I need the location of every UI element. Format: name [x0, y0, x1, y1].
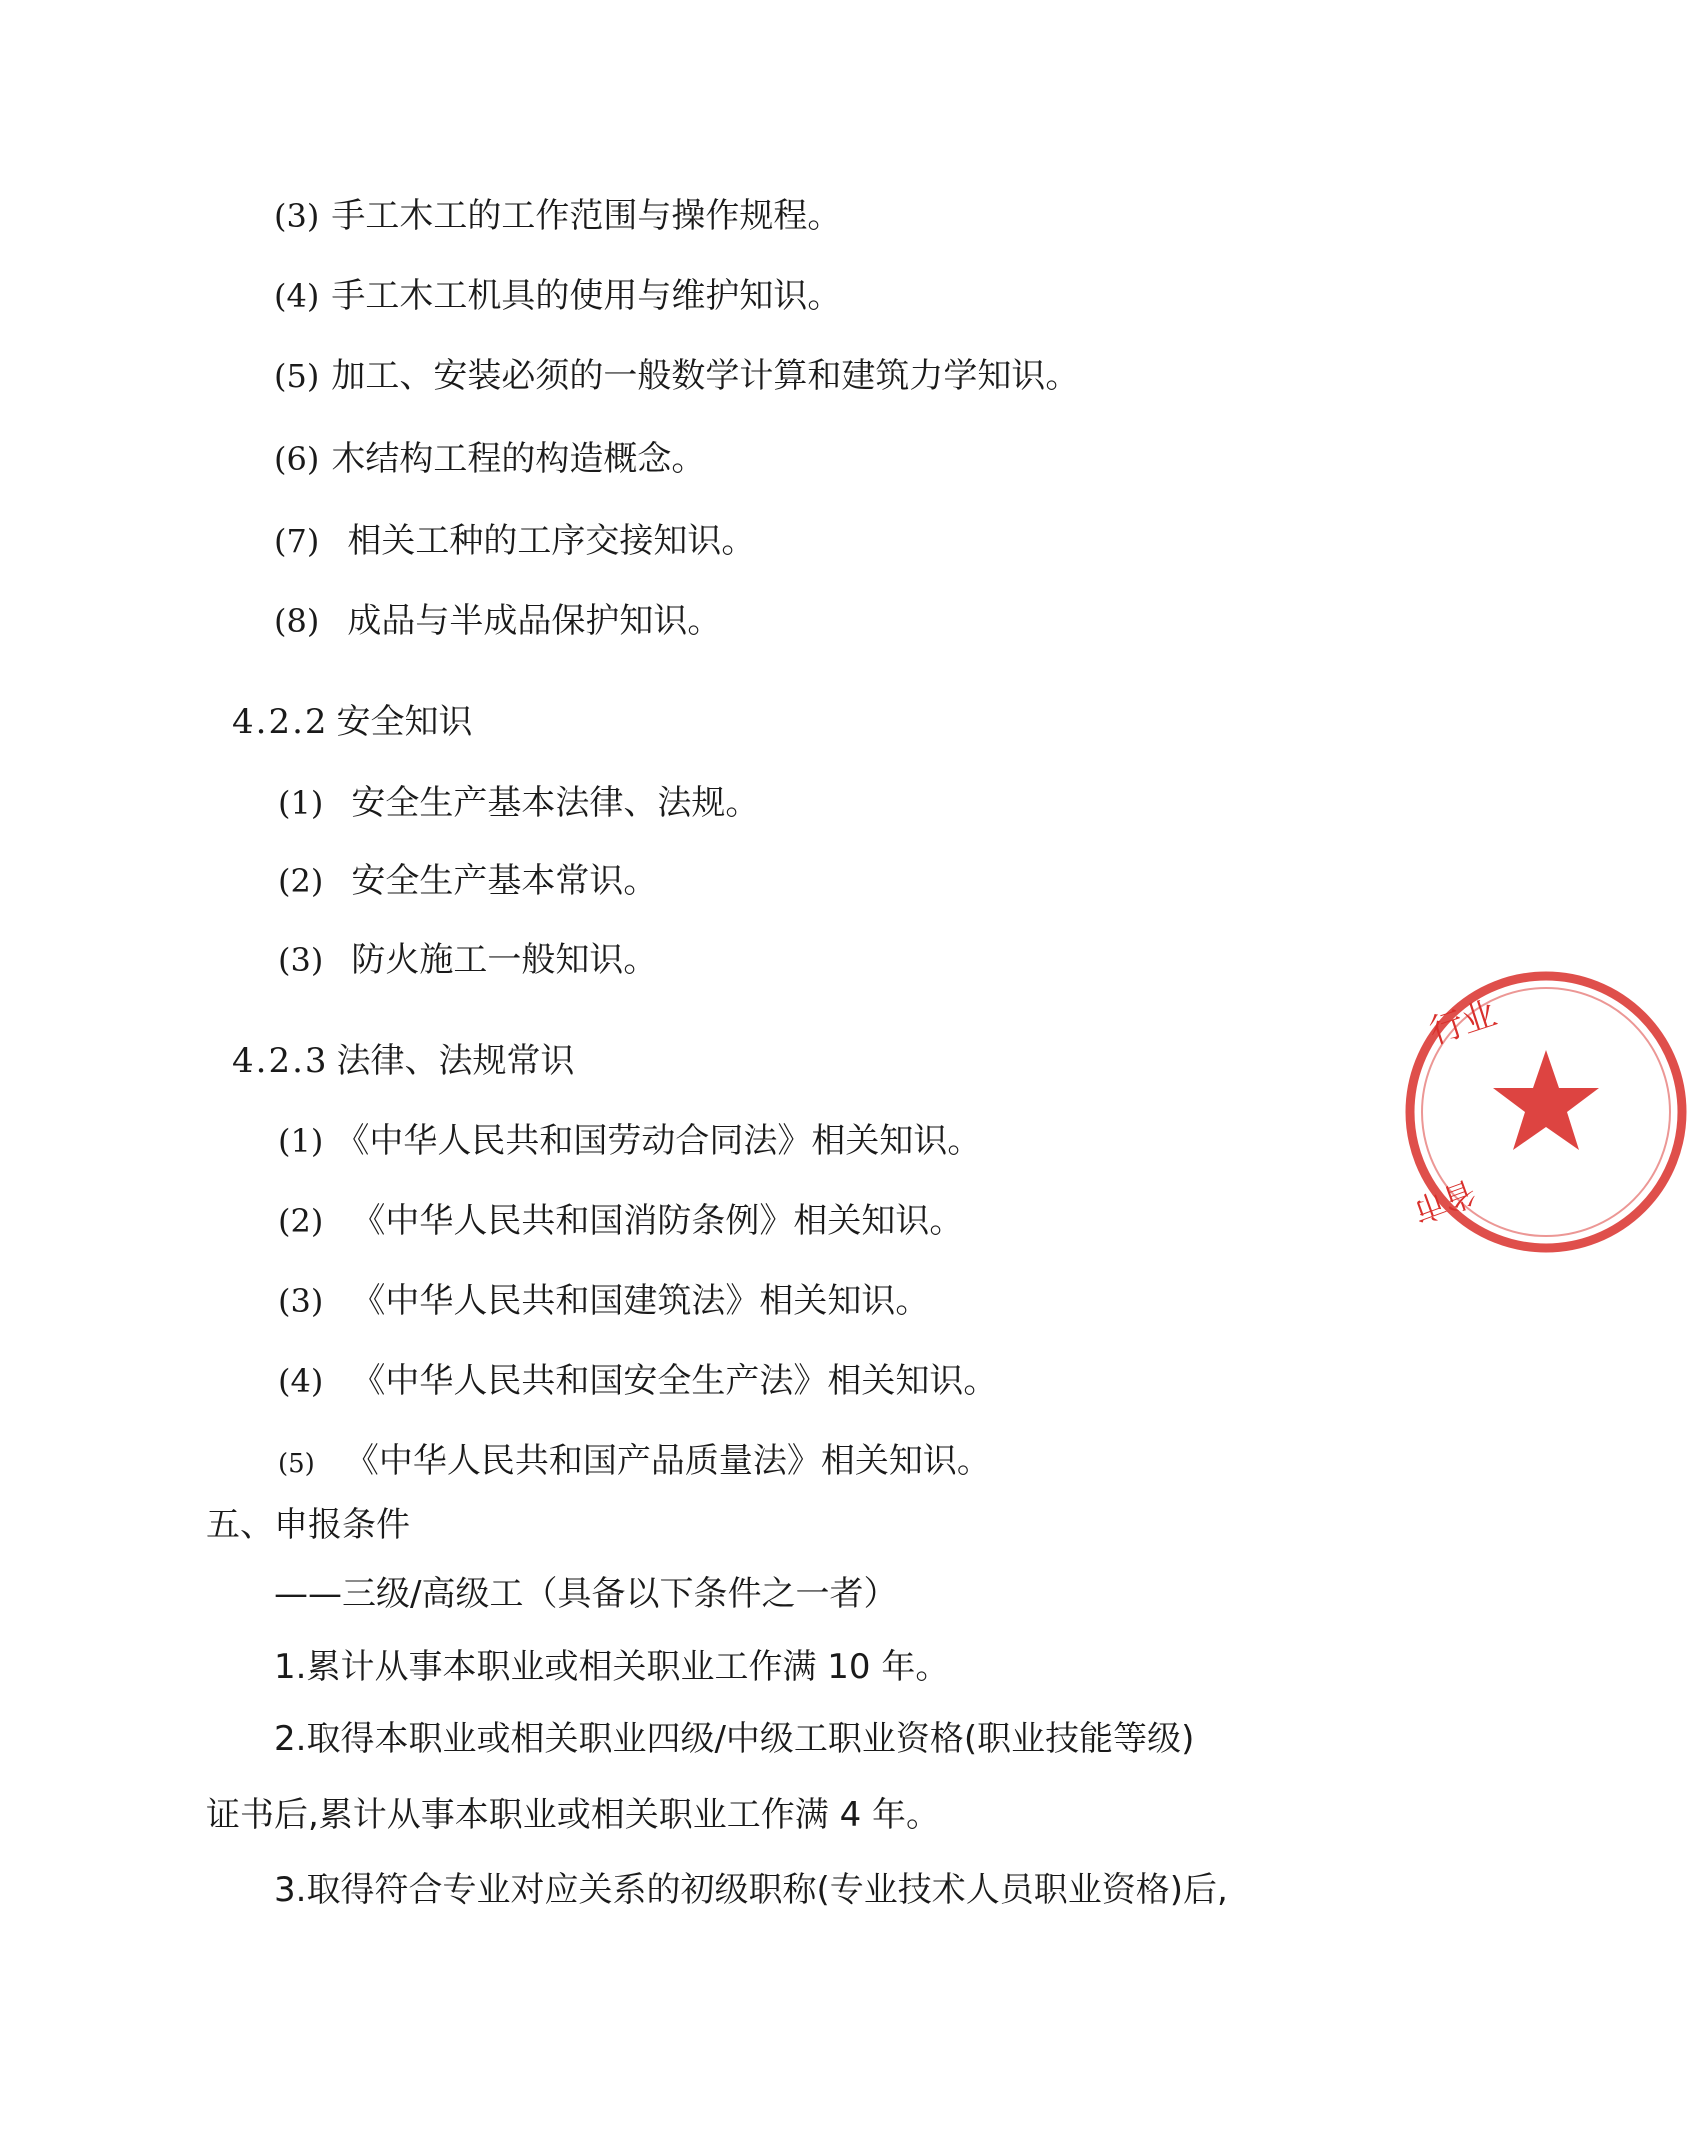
item-text: 《中华人民共和国建筑法》相关知识。: [351, 1281, 930, 1321]
chapter-heading: 五、申报条件: [206, 1505, 410, 1545]
item-number: (2): [278, 862, 324, 900]
item-number: (5): [278, 1449, 315, 1479]
list-item: [274, 436, 705, 482]
list-item: [274, 518, 755, 564]
list-item: [278, 1278, 929, 1324]
item-number: (1): [278, 1122, 324, 1160]
section-title: 安全知识: [336, 702, 473, 742]
seal-text-bottom: 省市: [1407, 1172, 1481, 1230]
item-text: 手工木工机具的使用与维护知识。: [331, 276, 842, 316]
item-number: (3): [274, 197, 320, 235]
section-number: 4.2.3: [232, 1041, 329, 1081]
list-item: [278, 1198, 963, 1244]
item-text: 《中华人民共和国劳动合同法》相关知识。: [335, 1121, 982, 1161]
list-item: [274, 273, 841, 319]
condition-paragraph: 3.取得符合专业对应关系的初级职称(专业技术人员职业资格)后,: [274, 1870, 1228, 1910]
item-number: (3): [278, 941, 324, 979]
item-number: (1): [278, 784, 324, 822]
list-item: [274, 193, 841, 239]
item-text: 《中华人民共和国消防条例》相关知识。: [351, 1201, 964, 1241]
section-heading: [232, 1038, 575, 1084]
section-number: 4.2.2: [232, 702, 329, 742]
condition-paragraph: 2.取得本职业或相关职业四级/中级工职业资格(职业技能等级): [274, 1719, 1195, 1759]
item-text: 成品与半成品保护知识。: [347, 601, 722, 641]
level-heading: ——三级/高级工（具备以下条件之一者）: [274, 1574, 898, 1614]
list-item: [278, 937, 657, 983]
list-item: [274, 353, 1079, 399]
condition-paragraph-continued: 证书后,累计从事本职业或相关职业工作满 4 年。: [206, 1795, 941, 1835]
condition-paragraph: 1.累计从事本职业或相关职业工作满 10 年。: [274, 1647, 950, 1687]
item-number: (3): [278, 1282, 324, 1320]
item-text: 安全生产基本法律、法规。: [351, 783, 760, 823]
item-number: (5): [274, 357, 320, 395]
item-text: 木结构工程的构造概念。: [331, 439, 706, 479]
seal-text-top: 行业: [1424, 993, 1502, 1053]
section-title: 法律、法规常识: [336, 1041, 575, 1081]
item-text: 手工木工的工作范围与操作规程。: [331, 196, 842, 236]
section-heading: [232, 699, 473, 745]
item-number: (4): [274, 277, 320, 315]
official-seal: [1396, 962, 1696, 1262]
item-text: 《中华人民共和国安全生产法》相关知识。: [351, 1361, 998, 1401]
item-number: (2): [278, 1202, 324, 1240]
list-item: [278, 780, 759, 826]
item-number: (6): [274, 440, 320, 478]
item-text: 防火施工一般知识。: [351, 940, 658, 980]
item-text: 安全生产基本常识。: [351, 861, 658, 901]
list-item: [278, 1358, 997, 1404]
item-text: 相关工种的工序交接知识。: [347, 521, 756, 561]
list-item: [274, 598, 721, 644]
item-text: 《中华人民共和国产品质量法》相关知识。: [344, 1441, 991, 1481]
list-item: [278, 1438, 991, 1487]
item-number: (8): [274, 602, 320, 640]
list-item: [278, 858, 657, 904]
list-item: [278, 1118, 981, 1164]
item-number: (7): [274, 522, 320, 560]
item-number: (4): [278, 1362, 324, 1400]
item-text: 加工、安装必须的一般数学计算和建筑力学知识。: [331, 356, 1080, 396]
star-icon: [1493, 1050, 1599, 1150]
